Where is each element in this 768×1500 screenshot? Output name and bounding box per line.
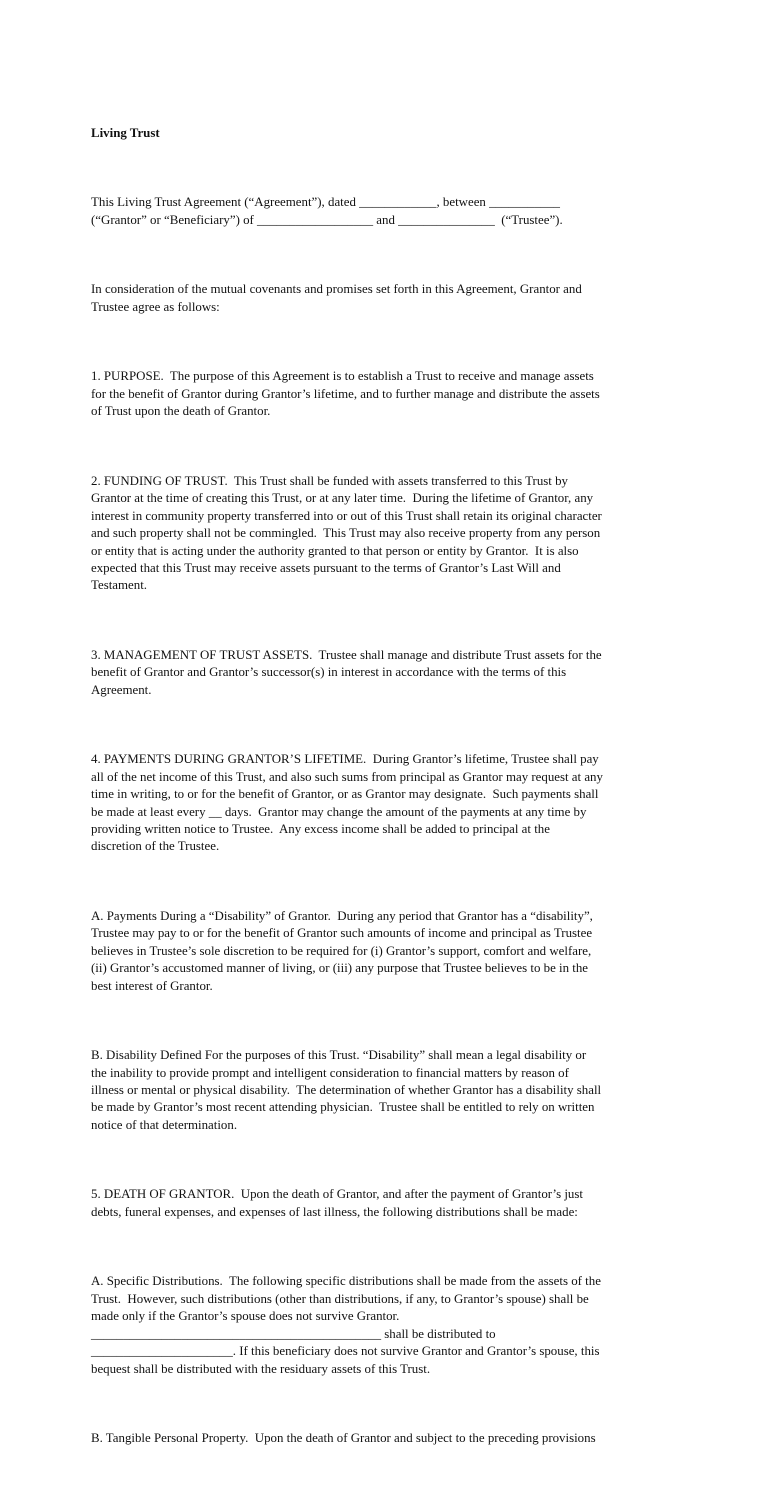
document-body (91, 90, 691, 1500)
section-purpose: 1. PURPOSE. The purpose of this Agreement is to establish a Trust to receive and manage assets for the benefit of Grantor during Grantor’s lifetime, and to further manage and distribute the assets of Trust upon the death of Grantor. (91, 369, 600, 419)
section-management-of-trust-assets: 3. MANAGEMENT OF TRUST ASSETS. Trustee shall manage and distribute Trust assets for the benefit of Grantor and Grantor’s successor(s) in interest in accordance with the terms of this Agreement. (91, 647, 602, 697)
section-payments-during-lifetime: 4. PAYMENTS DURING GRANTOR’S LIFETIME. During Grantor’s lifetime, Trustee shall pay all of the net income of this Trust, and also such sums from principal as Grantor may request at any time in writing, to or for the benefit of Grantor, or as Grantor may designate. Such payments shall be made at least every __ days. Grantor may change the amount of the payments at any time by providing written notice to Trustee. Any excess income shall be added to principal at the discretion of the Trustee. (91, 752, 603, 854)
intro-paragraph: This Living Trust Agreement (“Agreement”), dated ____________, between ___________ (“Grantor” or “Beneficiary”) of __________________ and _______________ (“Trustee”). (91, 195, 563, 227)
section-funding-of-trust: 2. FUNDING OF TRUST. This Trust shall be funded with assets transferred to this Trust by Grantor at the time of creating this Trust, or at any later time. During the lifetime of Grantor, any interest in community property transferred into or out of this Trust shall retain its original character and such property shall not be commingled. This Trust may also receive property from any person or entity that is acting under the authority granted to that person or entity by Grantor. It is also expected that this Trust may receive assets pursuant to the terms of Grantor’s Last Will and Testament. (91, 473, 602, 593)
section-death-of-grantor: 5. DEATH OF GRANTOR. Upon the death of Grantor, and after the payment of Grantor’s just debts, funeral expenses, and expenses of last illness, the following distributions shall be made: (91, 1187, 583, 1219)
subsection-specific-distributions: A. Specific Distributions. The following specific distributions shall be made from the assets of the Trust. However, such distributions (other than distributions, if any, to Grantor’s spouse) shall be made only if the Grantor’s spouse does not survive Grantor. _____________________________________________ shall be distributed to ______________________. If this beneficiary does not survive Grantor and Grantor’s spouse, this bequest shall be distributed with the residuary assets of this Trust. (91, 1274, 601, 1376)
subsection-disability-defined: B. Disability Defined For the purposes of this Trust. “Disability” shall mean a legal disability or the inability to provide prompt and intelligent consideration to financial matters by reason of illness or mental or physical disability. The determination of whether Grantor has a disability shall be made by Grantor’s most recent attending physician. Trustee shall be entitled to rely on written notice of that determination. (91, 1048, 602, 1132)
consideration-paragraph: In consideration of the mutual covenants and promises set forth in this Agreement, Grantor and Trustee agree as follows: (91, 282, 582, 314)
subsection-payments-during-disability: A. Payments During a “Disability” of Grantor. During any period that Grantor has a “disability”, Trustee may pay to or for the benefit of Grantor such amounts of income and principal as Trustee believes in Trustee’s sole discretion to be required for (i) Grantor’s support, comfort and welfare, (ii) Grantor’s accustomed manner of living, or (iii) any purpose that Trustee believes to be in the best interest of Grantor. (91, 908, 593, 993)
document-title: Living Trust (91, 125, 160, 140)
subsection-tangible-personal-property: B. Tangible Personal Property. Upon the death of Grantor and subject to the preceding provisions (91, 1431, 596, 1446)
